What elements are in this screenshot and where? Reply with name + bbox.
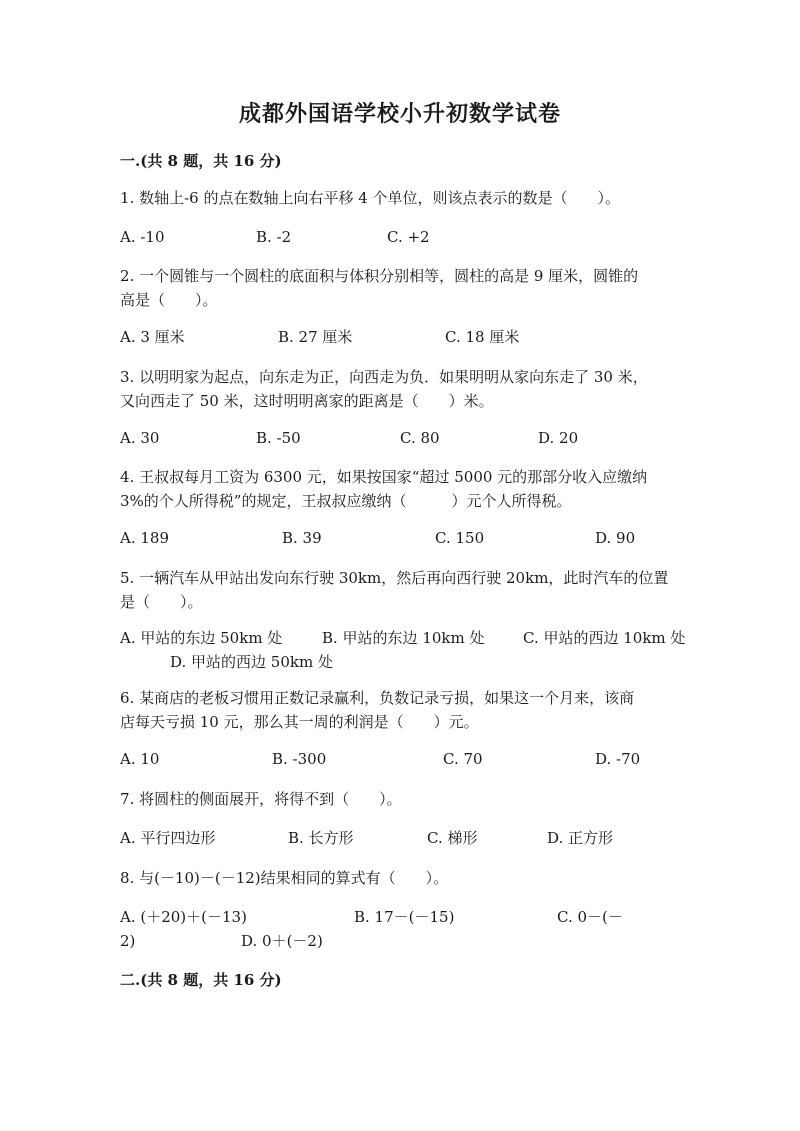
question-6-option-c: C. 70 [443,750,483,768]
question-5-option-c: C. 甲站的西边 10km 处 [523,629,686,647]
question-5-text-line-1: 5. 一辆汽车从甲站出发向东行驶 30km，然后再向西行驶 20km，此时汽车的位置 [120,569,669,587]
question-5-option-a: A. 甲站的东边 50km 处 [120,629,283,647]
question-3-option-b: B. -50 [256,429,301,447]
question-7 [120,787,680,811]
question-4-option-b: B. 39 [282,529,322,547]
question-3-text-line-1: 3. 以明明家为起点，向东走为正，向西走为负．如果明明从家向东走了 30 米， [120,368,648,386]
question-2-option-b: B. 27 厘米 [278,328,353,346]
question-4 [120,465,680,513]
section-heading-2: 二.(共 8 题，共 16 分) [120,971,282,989]
question-7-option-b: B. 长方形 [288,829,354,847]
question-1-option-c: C. +2 [387,228,430,246]
question-6-text-line-2: 店每天亏损 10 元，那么其一周的利润是（ ）元。 [120,713,479,731]
exam-title: 成都外国语学校小升初数学试卷 [238,101,561,127]
question-7-text: 7. 将圆柱的侧面展开，将得不到（ ）。 [120,790,402,808]
question-2-option-c: C. 18 厘米 [445,328,520,346]
question-6-option-a: A. 10 [120,750,160,768]
question-5-option-d: D. 甲站的西边 50km 处 [170,653,333,671]
question-6-text-line-1: 6. 某商店的老板习惯用正数记录赢利，负数记录亏损，如果这一个月来，该商 [120,689,635,707]
question-2-text-line-1: 2. 一个圆锥与一个圆柱的底面积与体积分别相等，圆柱的高是 9 厘米，圆锥的 [120,267,639,285]
question-2 [120,264,680,312]
question-2-option-a: A. 3 厘米 [120,328,185,346]
question-1-text: 1. 数轴上-6 的点在数轴上向右平移 4 个单位，则该点表示的数是（ ）。 [120,189,621,207]
question-8-option-d: D. 0＋(－2) [241,932,323,950]
question-8 [120,866,680,890]
question-5-text-line-2: 是（ ）。 [120,593,203,611]
question-1 [120,186,680,210]
question-3-option-a: A. 30 [120,429,160,447]
question-4-option-c: C. 150 [435,529,485,547]
question-3-text-line-2: 又向西走了 50 米，这时明明离家的距离是（ ）米。 [120,392,494,410]
question-6-option-d: D. -70 [595,750,641,768]
question-3 [120,365,680,413]
question-7-option-c: C. 梯形 [427,829,478,847]
question-6 [120,686,680,734]
question-8-option-c: C. 0－(－ [557,908,623,926]
question-8-option-b: B. 17－(－15) [354,908,455,926]
question-4-option-d: D. 90 [595,529,636,547]
question-7-option-d: D. 正方形 [547,829,614,847]
question-6-option-b: B. -300 [272,750,327,768]
question-3-option-c: C. 80 [400,429,440,447]
section-heading-1: 一.(共 8 题，共 16 分) [120,152,282,170]
question-4-text-line-1: 4. 王叔叔每月工资为 6300 元，如果按国家“超过 5000 元的那部分收入应缴纳 [120,468,648,486]
question-8-option-c-continued: 2) [120,932,136,950]
question-5 [120,566,680,614]
question-8-text: 8. 与(－10)－(－12)结果相同的算式有（ ）。 [120,869,449,887]
question-8-option-a: A. (＋20)＋(－13) [120,908,247,926]
question-3-option-d: D. 20 [538,429,579,447]
question-4-option-a: A. 189 [120,529,169,547]
question-7-option-a: A. 平行四边形 [120,829,216,847]
question-1-option-a: A. -10 [120,228,165,246]
question-4-text-line-2: 3%的个人所得税”的规定，王叔叔应缴纳（ ）元个人所得税。 [120,492,572,510]
question-1-option-b: B. -2 [256,228,292,246]
question-2-text-line-2: 高是（ ）。 [120,291,218,309]
question-5-option-b: B. 甲站的东边 10km 处 [322,629,485,647]
